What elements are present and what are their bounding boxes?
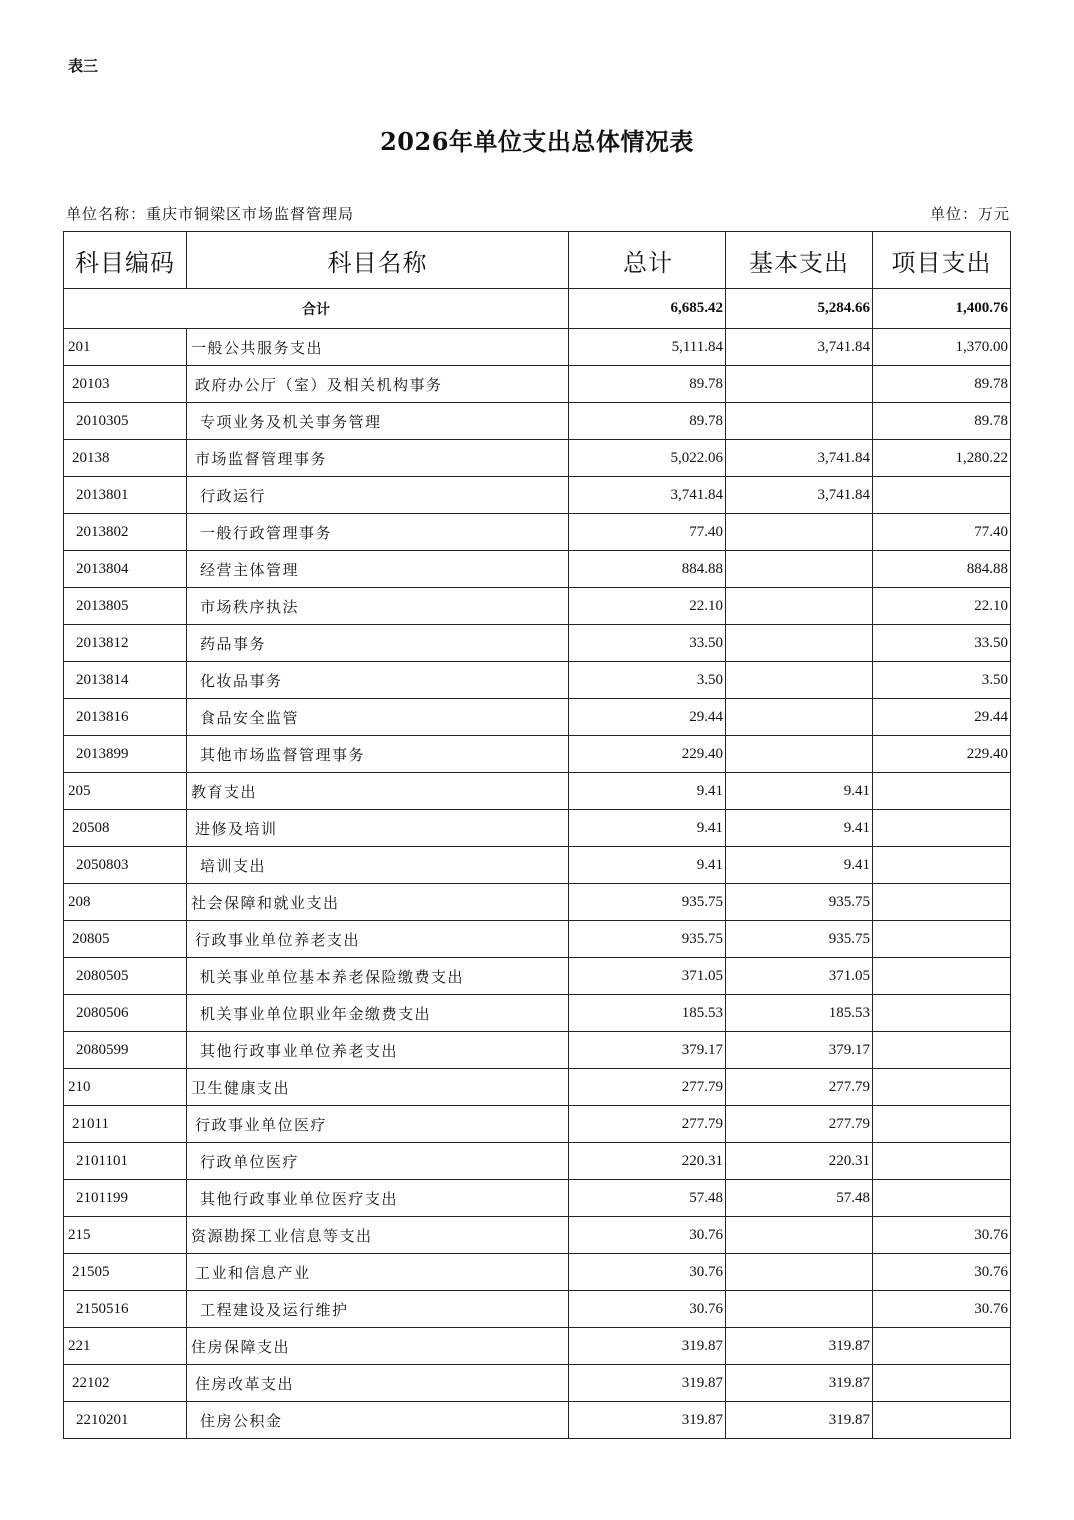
row-basic: 9.41 — [726, 847, 873, 884]
row-name: 食品安全监管 — [187, 699, 569, 736]
row-total: 89.78 — [569, 403, 726, 440]
row-basic: 935.75 — [726, 921, 873, 958]
row-name: 市场监督管理事务 — [187, 440, 569, 477]
row-project — [873, 1402, 1011, 1439]
row-basic: 220.31 — [726, 1143, 873, 1180]
row-name: 行政单位医疗 — [187, 1143, 569, 1180]
row-code: 2013816 — [64, 699, 187, 736]
row-code: 2013814 — [64, 662, 187, 699]
row-name: 卫生健康支出 — [187, 1069, 569, 1106]
table-row — [64, 477, 1011, 514]
row-total: 30.76 — [569, 1291, 726, 1328]
row-name: 行政运行 — [187, 477, 569, 514]
row-name: 药品事务 — [187, 625, 569, 662]
total-total: 6,685.42 — [569, 289, 726, 329]
header-basic: 基本支出 — [726, 232, 873, 289]
row-basic: 319.87 — [726, 1365, 873, 1402]
row-code: 20103 — [64, 366, 187, 403]
row-name: 进修及培训 — [187, 810, 569, 847]
row-project: 1,280.22 — [873, 440, 1011, 477]
table-row — [64, 699, 1011, 736]
row-total: 77.40 — [569, 514, 726, 551]
row-basic — [726, 662, 873, 699]
row-name: 工业和信息产业 — [187, 1254, 569, 1291]
row-name: 行政事业单位养老支出 — [187, 921, 569, 958]
row-project: 3.50 — [873, 662, 1011, 699]
row-code: 21505 — [64, 1254, 187, 1291]
row-project — [873, 810, 1011, 847]
row-project — [873, 1069, 1011, 1106]
row-name: 经营主体管理 — [187, 551, 569, 588]
row-total: 5,022.06 — [569, 440, 726, 477]
doc-label: 表三 — [68, 57, 99, 75]
row-total: 319.87 — [569, 1402, 726, 1439]
row-project: 30.76 — [873, 1217, 1011, 1254]
table-row — [64, 1328, 1011, 1365]
row-basic: 319.87 — [726, 1328, 873, 1365]
row-project — [873, 1365, 1011, 1402]
row-project — [873, 477, 1011, 514]
row-code: 205 — [64, 773, 187, 810]
row-basic — [726, 699, 873, 736]
row-project: 229.40 — [873, 736, 1011, 773]
row-code: 20805 — [64, 921, 187, 958]
row-basic — [726, 736, 873, 773]
table-row — [64, 1217, 1011, 1254]
row-total: 33.50 — [569, 625, 726, 662]
table-row — [64, 1180, 1011, 1217]
row-code: 210 — [64, 1069, 187, 1106]
row-total: 89.78 — [569, 366, 726, 403]
row-basic — [726, 366, 873, 403]
table-row — [64, 588, 1011, 625]
row-basic: 379.17 — [726, 1032, 873, 1069]
row-code: 20508 — [64, 810, 187, 847]
row-project — [873, 1106, 1011, 1143]
table-row — [64, 329, 1011, 366]
row-total: 277.79 — [569, 1106, 726, 1143]
row-code: 2080506 — [64, 995, 187, 1032]
row-name: 一般公共服务支出 — [187, 329, 569, 366]
row-code: 201 — [64, 329, 187, 366]
row-code: 2010305 — [64, 403, 187, 440]
row-name: 住房保障支出 — [187, 1328, 569, 1365]
row-project: 89.78 — [873, 403, 1011, 440]
row-basic: 3,741.84 — [726, 329, 873, 366]
row-basic — [726, 403, 873, 440]
row-basic — [726, 1291, 873, 1328]
row-total: 57.48 — [569, 1180, 726, 1217]
row-project — [873, 884, 1011, 921]
row-total: 3.50 — [569, 662, 726, 699]
row-basic — [726, 588, 873, 625]
row-code: 2013899 — [64, 736, 187, 773]
row-name: 住房公积金 — [187, 1402, 569, 1439]
total-row — [64, 289, 1011, 329]
total-project: 1,400.76 — [873, 289, 1011, 329]
unit-label: 单位：万元 — [929, 205, 1010, 223]
row-total: 5,111.84 — [569, 329, 726, 366]
table-row — [64, 662, 1011, 699]
expenditure-table — [63, 231, 1011, 1439]
row-code: 2150516 — [64, 1291, 187, 1328]
row-total: 935.75 — [569, 884, 726, 921]
row-code: 2013805 — [64, 588, 187, 625]
row-project — [873, 1180, 1011, 1217]
row-name: 机关事业单位职业年金缴费支出 — [187, 995, 569, 1032]
row-project — [873, 773, 1011, 810]
row-project — [873, 995, 1011, 1032]
table-row — [64, 366, 1011, 403]
row-basic — [726, 625, 873, 662]
table-row — [64, 1106, 1011, 1143]
table-row — [64, 958, 1011, 995]
row-name: 培训支出 — [187, 847, 569, 884]
row-project: 77.40 — [873, 514, 1011, 551]
row-total: 29.44 — [569, 699, 726, 736]
row-code: 2013802 — [64, 514, 187, 551]
row-basic: 3,741.84 — [726, 440, 873, 477]
row-basic: 935.75 — [726, 884, 873, 921]
row-code: 2013801 — [64, 477, 187, 514]
row-project: 33.50 — [873, 625, 1011, 662]
row-name: 市场秩序执法 — [187, 588, 569, 625]
row-basic: 277.79 — [726, 1069, 873, 1106]
row-total: 220.31 — [569, 1143, 726, 1180]
row-project — [873, 1032, 1011, 1069]
row-total: 371.05 — [569, 958, 726, 995]
row-basic: 57.48 — [726, 1180, 873, 1217]
row-basic: 9.41 — [726, 773, 873, 810]
row-code: 2101101 — [64, 1143, 187, 1180]
row-name: 工程建设及运行维护 — [187, 1291, 569, 1328]
row-basic — [726, 1217, 873, 1254]
row-name: 一般行政管理事务 — [187, 514, 569, 551]
table-row — [64, 995, 1011, 1032]
row-basic: 371.05 — [726, 958, 873, 995]
row-name: 其他行政事业单位医疗支出 — [187, 1180, 569, 1217]
row-name: 教育支出 — [187, 773, 569, 810]
row-name: 行政事业单位医疗 — [187, 1106, 569, 1143]
row-name: 住房改革支出 — [187, 1365, 569, 1402]
table-row — [64, 773, 1011, 810]
row-total: 277.79 — [569, 1069, 726, 1106]
table-row — [64, 514, 1011, 551]
row-code: 22102 — [64, 1365, 187, 1402]
table-row — [64, 625, 1011, 662]
row-project — [873, 1328, 1011, 1365]
row-project: 89.78 — [873, 366, 1011, 403]
row-code: 20138 — [64, 440, 187, 477]
table-row — [64, 847, 1011, 884]
row-project: 30.76 — [873, 1254, 1011, 1291]
row-project — [873, 958, 1011, 995]
row-code: 221 — [64, 1328, 187, 1365]
row-total: 22.10 — [569, 588, 726, 625]
row-code: 208 — [64, 884, 187, 921]
row-basic: 319.87 — [726, 1402, 873, 1439]
row-total: 229.40 — [569, 736, 726, 773]
row-name: 其他市场监督管理事务 — [187, 736, 569, 773]
row-project: 884.88 — [873, 551, 1011, 588]
row-name: 社会保障和就业支出 — [187, 884, 569, 921]
row-basic — [726, 514, 873, 551]
row-code: 2101199 — [64, 1180, 187, 1217]
table-row — [64, 921, 1011, 958]
total-label: 合计 — [64, 289, 569, 329]
table-row — [64, 1254, 1011, 1291]
unit-name: 单位名称：重庆市铜梁区市场监督管理局 — [66, 205, 355, 223]
row-code: 2080599 — [64, 1032, 187, 1069]
meta-row — [66, 203, 1010, 224]
row-basic: 3,741.84 — [726, 477, 873, 514]
table-row — [64, 440, 1011, 477]
table-row — [64, 1291, 1011, 1328]
header-name: 科目名称 — [187, 232, 569, 289]
row-total: 9.41 — [569, 773, 726, 810]
row-total: 379.17 — [569, 1032, 726, 1069]
row-code: 2210201 — [64, 1402, 187, 1439]
row-total: 30.76 — [569, 1217, 726, 1254]
row-total: 319.87 — [569, 1328, 726, 1365]
row-total: 9.41 — [569, 847, 726, 884]
row-project: 22.10 — [873, 588, 1011, 625]
row-name: 化妆品事务 — [187, 662, 569, 699]
row-total: 884.88 — [569, 551, 726, 588]
row-code: 2050803 — [64, 847, 187, 884]
header-project: 项目支出 — [873, 232, 1011, 289]
row-total: 9.41 — [569, 810, 726, 847]
row-basic: 277.79 — [726, 1106, 873, 1143]
row-project: 30.76 — [873, 1291, 1011, 1328]
table-row — [64, 1402, 1011, 1439]
table-row — [64, 551, 1011, 588]
table-row — [64, 810, 1011, 847]
table-row — [64, 1032, 1011, 1069]
row-name: 政府办公厅（室）及相关机构事务 — [187, 366, 569, 403]
row-name: 资源勘探工业信息等支出 — [187, 1217, 569, 1254]
table-row — [64, 884, 1011, 921]
row-project — [873, 847, 1011, 884]
table-row — [64, 403, 1011, 440]
total-basic: 5,284.66 — [726, 289, 873, 329]
row-code: 2013804 — [64, 551, 187, 588]
table-row — [64, 736, 1011, 773]
row-name: 专项业务及机关事务管理 — [187, 403, 569, 440]
header-code: 科目编码 — [64, 232, 187, 289]
row-code: 2080505 — [64, 958, 187, 995]
row-basic — [726, 551, 873, 588]
table-header-row — [64, 232, 1011, 289]
table-row — [64, 1365, 1011, 1402]
row-total: 185.53 — [569, 995, 726, 1032]
row-total: 319.87 — [569, 1365, 726, 1402]
row-basic — [726, 1254, 873, 1291]
row-project: 1,370.00 — [873, 329, 1011, 366]
row-total: 3,741.84 — [569, 477, 726, 514]
page-title: 2026年单位支出总体情况表 — [380, 127, 694, 156]
row-name: 其他行政事业单位养老支出 — [187, 1032, 569, 1069]
row-code: 21011 — [64, 1106, 187, 1143]
row-total: 935.75 — [569, 921, 726, 958]
row-basic: 185.53 — [726, 995, 873, 1032]
row-name: 机关事业单位基本养老保险缴费支出 — [187, 958, 569, 995]
row-code: 2013812 — [64, 625, 187, 662]
row-project — [873, 921, 1011, 958]
header-total: 总计 — [569, 232, 726, 289]
table-row — [64, 1069, 1011, 1106]
table-row — [64, 1143, 1011, 1180]
row-code: 215 — [64, 1217, 187, 1254]
row-total: 30.76 — [569, 1254, 726, 1291]
row-basic: 9.41 — [726, 810, 873, 847]
row-project — [873, 1143, 1011, 1180]
row-project: 29.44 — [873, 699, 1011, 736]
